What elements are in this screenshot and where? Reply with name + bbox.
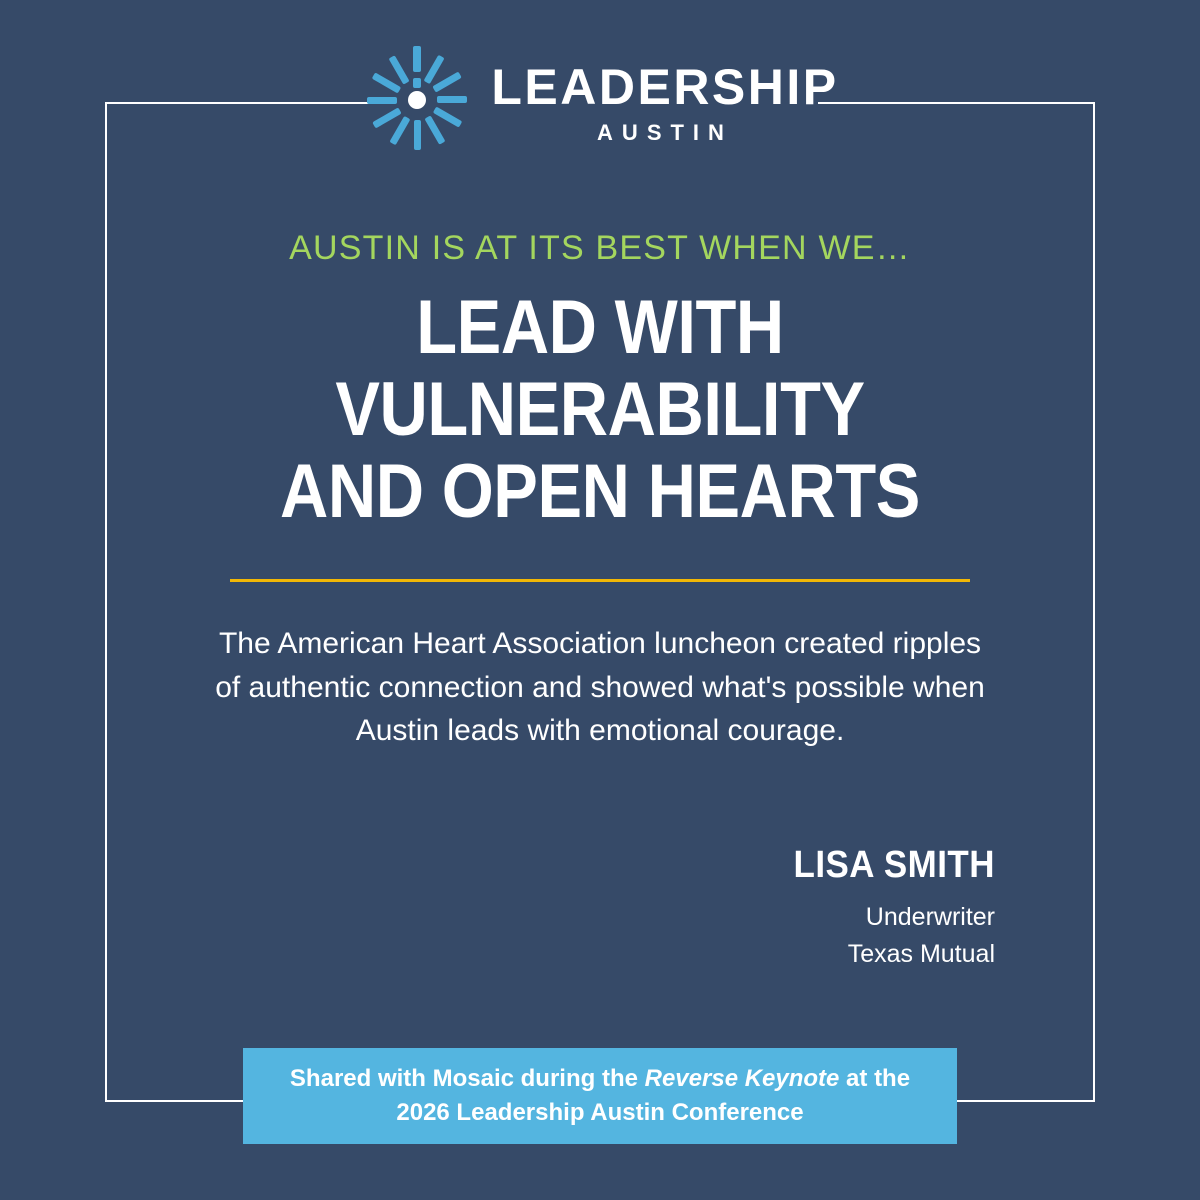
footer-line-1 — [290, 1064, 910, 1094]
brand-logo — [0, 44, 1200, 156]
footer-line-1-before: Shared with Mosaic during the — [289, 1065, 645, 1092]
brand-name: LEADERSHIP — [491, 59, 839, 115]
starburst-icon — [361, 44, 473, 156]
quote-text: The American Heart Association luncheon created ripples of authentic connection and showed what's possible when Austin leads with emotional courage. — [215, 627, 985, 748]
brand-wordmark — [491, 56, 838, 144]
brand-subname: AUSTIN — [597, 120, 733, 145]
main-content — [150, 228, 1050, 753]
attribution — [776, 845, 995, 974]
attribution-organization: Texas Mutual — [847, 940, 995, 969]
eyebrow-text: AUSTIN IS AT ITS BEST WHEN WE… — [289, 229, 911, 267]
attribution-role: Underwriter — [865, 902, 995, 931]
footer-line-1-after: at the — [839, 1065, 911, 1092]
attribution-name: LISA SMITH — [793, 844, 995, 886]
footer-line-1-emphasis: Reverse Keynote — [644, 1065, 840, 1092]
divider-rule — [230, 579, 970, 582]
footer-line-2: 2026 Leadership Austin Conference — [396, 1099, 804, 1126]
footer-banner — [243, 1048, 957, 1144]
headline-line-1: LEAD WITH VULNERABILITY — [335, 284, 865, 452]
headline-line-2: AND OPEN HEARTS — [280, 448, 920, 534]
